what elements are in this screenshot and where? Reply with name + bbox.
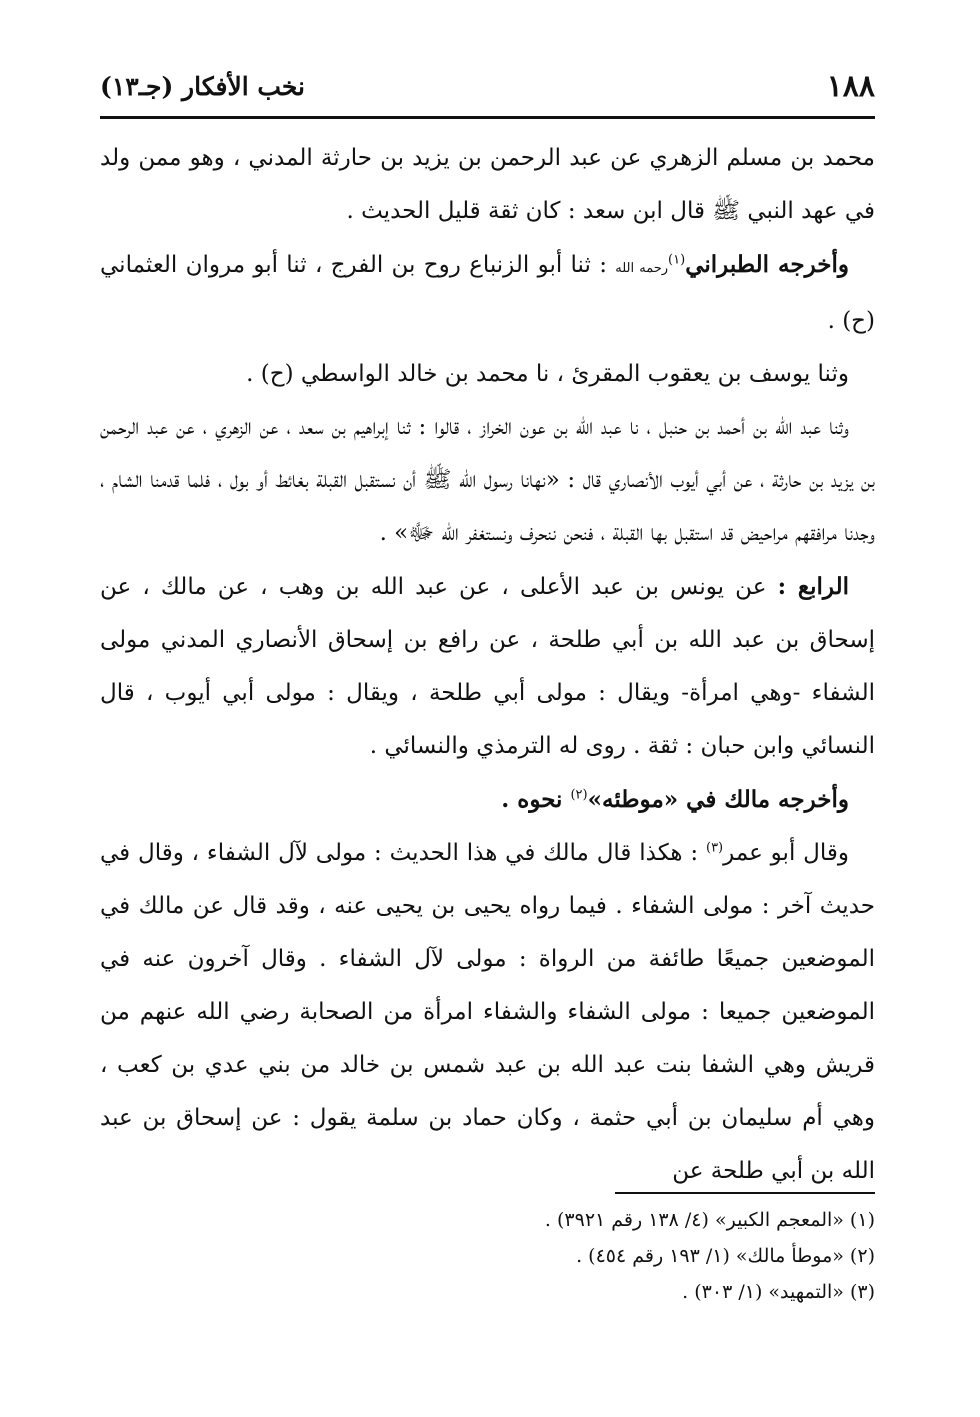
paragraph-lead: وأخرجه مالك في «موطئه» (587, 786, 849, 813)
paragraph-second-chain (100, 348, 875, 401)
paragraph-tail: نحوه . (501, 786, 571, 813)
paragraph-tabarani-chain (100, 238, 875, 348)
paragraph-text: وثنا يوسف بن يعقوب المقرئ ، نا محمد بن خالد الواسطي (ح) . (246, 361, 849, 387)
footnote-marker: (١) (668, 252, 686, 268)
footnote-marker: (٢) (570, 787, 588, 803)
paragraph-malik (100, 773, 875, 827)
main-text (100, 132, 875, 1198)
paragraph-fourth-chain (100, 560, 875, 773)
footnotes (100, 1202, 875, 1310)
paragraph-text: : هكذا قال مالك في هذا الحديث : مولى لآل الشفاء ، وقال في حديث آخر : مولى الشفاء . فيما رواه يحيى بن يحيى عنه ، وقد قال عن مالك في الموضعين جميعًا طائفة من الرواة : مولى لآل الشفاء . وقال آخرون عنه في الموضعين جميعا : مولى الشفاء والشفاء امرأة من الصحابة رضي الله عنهم من قريش وهي الشفا بنت عبد الله بن عبد شمس بن خالد من بني عدي بن كعب ، وهي أم سليمان بن أبي حثمة ، وكان حماد بن سلمة يقول : عن إسحاق بن عبد الله بن أبي طلحة عن (100, 840, 875, 1184)
paragraph-text: عن يونس بن عبد الأعلى ، عن عبد الله بن وهب ، عن مالك ، عن إسحاق بن عبد الله بن أبي طلحة ، عن رافع بن إسحاق الأنصاري المدني مولى الشفاء -وهي امرأة- ويقال : مولى أبي طلحة ، ويقال : مولى أبي أيوب ، قال النسائي وابن حبان : ثقة . روى له الترمذي والنسائي . (100, 574, 875, 759)
footnote-rule (615, 1192, 875, 1194)
footnote-2: (٢) «موطأ مالك» (١/ ١٩٣ رقم ٤٥٤) . (576, 1245, 875, 1267)
page-header (100, 60, 875, 112)
footnote-marker: (٣) (705, 840, 724, 856)
paragraph-lead: الرابع : (777, 573, 850, 600)
paragraph-abu-umar (100, 827, 875, 1198)
page-number: ١٨٨ (826, 68, 875, 104)
paragraph-lead: وأخرجه الطبراني (685, 251, 849, 278)
paragraph-text: وثنا عبد الله بن أحمد بن حنبل ، نا عبد الله بن عون الخراز ، قالوا : ثنا إبراهيم بن سعد ، عن الزهري ، عن عبد الرحمن بن يزيد بن حارثة ، عن أبي أيوب الأنصاري قال : «نهانا رسول الله ﷺ أن نستقبل القبلة بغائط أو بول ، فلما قدمنا الشام ، وجدنا مرافقهم مراحيض قد استقبل بها القبلة ، فنحن ننحرف ونستغفر الله ﷻ» . (100, 414, 875, 546)
paragraph-hadith-text (100, 401, 875, 560)
paragraph-head: وقال أبو عمر (723, 840, 850, 866)
header-rule (100, 116, 875, 119)
running-title: نخب الأفكار (جـ١٣) (100, 71, 306, 101)
paragraph-text: محمد بن مسلم الزهري عن عبد الرحمن بن يزيد بن حارثة المدني ، وهو ممن ولد في عهد النبي ﷺ قال ابن سعد : كان ثقة قليل الحديث . (100, 145, 875, 224)
footnote-1: (١) «المعجم الكبير» (٤/ ١٣٨ رقم ٣٩٢١) . (544, 1209, 875, 1231)
footnote-3: (٣) «التمهيد» (١/ ٣٠٣) . (682, 1281, 875, 1303)
honorific-mark: رحمه الله (615, 261, 669, 276)
paragraph-text: : ثنا أبو الزنباع روح بن الفرج ، ثنا أبو مروان العثماني (ح) . (100, 252, 875, 334)
paragraph-narrator-note (100, 132, 875, 238)
